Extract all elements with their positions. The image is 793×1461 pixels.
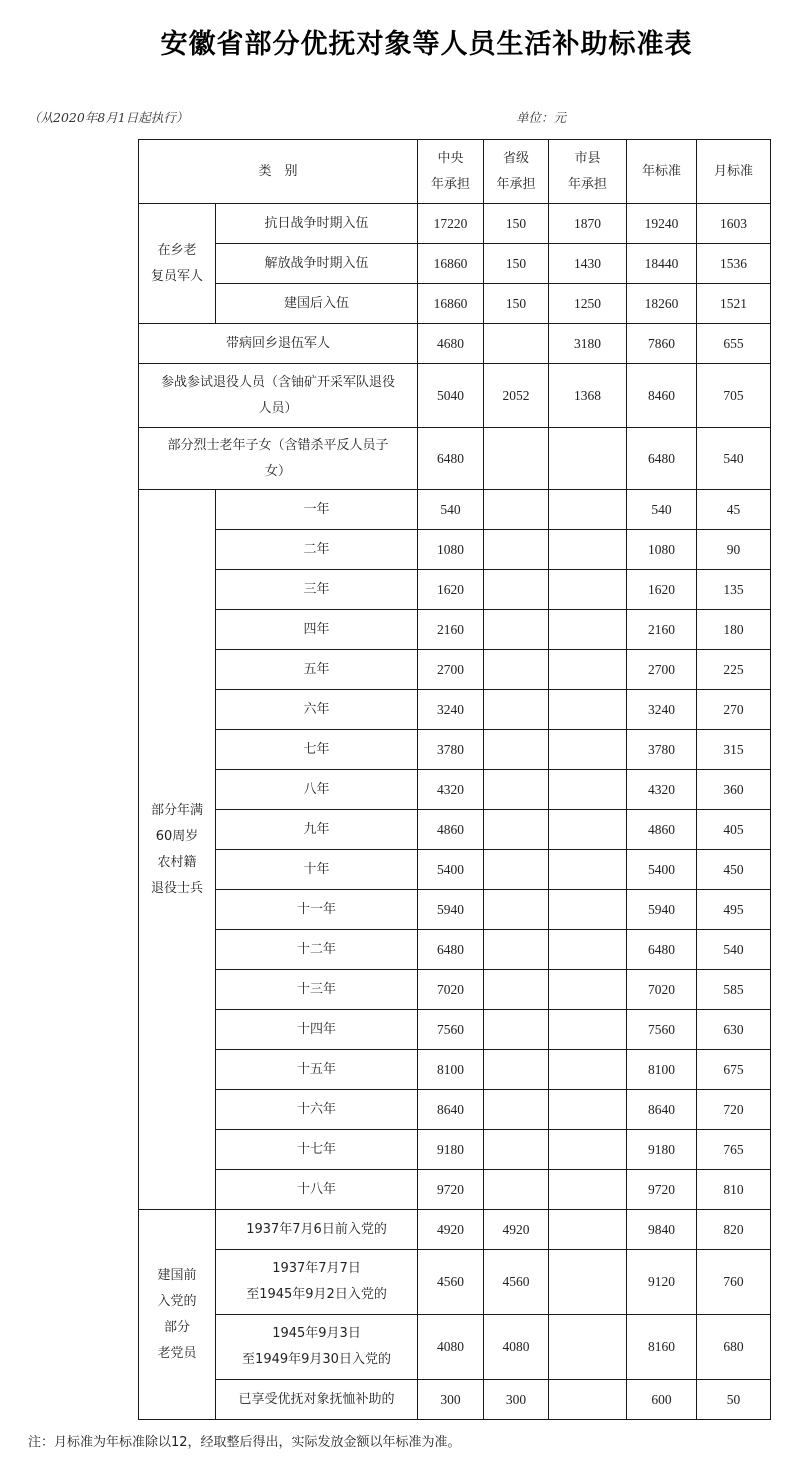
cell-city (549, 1250, 627, 1315)
cell-central: 16860 (418, 284, 484, 324)
cell-annual: 540 (627, 490, 697, 530)
table-row (139, 1090, 771, 1130)
header-central: 中央 年承担 (418, 140, 484, 204)
table-row (139, 850, 771, 890)
row-label: 十三年 (216, 970, 418, 1010)
cell-city (549, 970, 627, 1010)
cell-monthly: 655 (697, 324, 771, 364)
table-row (139, 244, 771, 284)
table-row (139, 1380, 771, 1420)
subsidy-table (138, 139, 771, 1420)
cell-central: 16860 (418, 244, 484, 284)
cell-city (549, 650, 627, 690)
cell-annual: 7020 (627, 970, 697, 1010)
table-row (139, 530, 771, 570)
cell-monthly: 675 (697, 1050, 771, 1090)
cell-province (484, 930, 549, 970)
cell-city (549, 610, 627, 650)
cell-annual: 9840 (627, 1210, 697, 1250)
cell-province (484, 570, 549, 610)
cell-province: 4080 (484, 1315, 549, 1380)
table-row (139, 570, 771, 610)
cell-monthly: 760 (697, 1250, 771, 1315)
cell-province (484, 890, 549, 930)
cell-province (484, 324, 549, 364)
cell-annual: 8640 (627, 1090, 697, 1130)
group-label-retired-soldiers: 部分年满 60周岁 农村籍 退役士兵 (139, 490, 216, 1210)
cell-monthly: 1536 (697, 244, 771, 284)
cell-city: 1250 (549, 284, 627, 324)
cell-annual: 7560 (627, 1010, 697, 1050)
row-label: 九年 (216, 810, 418, 850)
cell-annual: 6480 (627, 428, 697, 490)
cell-monthly: 720 (697, 1090, 771, 1130)
cell-annual: 4860 (627, 810, 697, 850)
cell-city (549, 1315, 627, 1380)
cell-province (484, 530, 549, 570)
table-row (139, 1010, 771, 1050)
cell-annual: 5400 (627, 850, 697, 890)
cell-province (484, 650, 549, 690)
table-row (139, 930, 771, 970)
cell-province: 150 (484, 204, 549, 244)
table-row (139, 1250, 771, 1315)
cell-central: 6480 (418, 428, 484, 490)
cell-annual: 18440 (627, 244, 697, 284)
cell-city (549, 1050, 627, 1090)
cell-province: 150 (484, 284, 549, 324)
cell-monthly: 585 (697, 970, 771, 1010)
cell-province (484, 610, 549, 650)
cell-annual: 8100 (627, 1050, 697, 1090)
row-label: 1937年7月7日 至1945年9月2日入党的 (216, 1250, 418, 1315)
cell-city (549, 1210, 627, 1250)
header-category: 类 别 (139, 140, 418, 204)
cell-city: 1870 (549, 204, 627, 244)
cell-monthly: 765 (697, 1130, 771, 1170)
cell-province: 4920 (484, 1210, 549, 1250)
cell-monthly: 180 (697, 610, 771, 650)
cell-monthly: 270 (697, 690, 771, 730)
cell-province (484, 1090, 549, 1130)
cell-monthly: 630 (697, 1010, 771, 1050)
cell-central: 9180 (418, 1130, 484, 1170)
cell-annual: 8460 (627, 364, 697, 428)
row-label: 十二年 (216, 930, 418, 970)
cell-monthly: 540 (697, 428, 771, 490)
cell-monthly: 50 (697, 1380, 771, 1420)
cell-central: 17220 (418, 204, 484, 244)
table-row (139, 1170, 771, 1210)
table-row (139, 610, 771, 650)
cell-city (549, 1130, 627, 1170)
cell-central: 2700 (418, 650, 484, 690)
cell-province (484, 490, 549, 530)
cell-monthly: 225 (697, 650, 771, 690)
cell-central: 3240 (418, 690, 484, 730)
cell-monthly: 405 (697, 810, 771, 850)
group-label-party-members: 建国前 入党的 部分 老党员 (139, 1210, 216, 1420)
header-province: 省级 年承担 (484, 140, 549, 204)
table-row (139, 690, 771, 730)
row-label: 带病回乡退伍军人 (139, 324, 418, 364)
table-row (139, 1130, 771, 1170)
cell-province (484, 428, 549, 490)
row-label: 十六年 (216, 1090, 418, 1130)
cell-annual: 18260 (627, 284, 697, 324)
cell-annual: 2700 (627, 650, 697, 690)
cell-annual: 7860 (627, 324, 697, 364)
cell-monthly: 135 (697, 570, 771, 610)
cell-city: 1368 (549, 364, 627, 428)
table-row (139, 650, 771, 690)
cell-province: 2052 (484, 364, 549, 428)
table-row (139, 810, 771, 850)
cell-central: 8640 (418, 1090, 484, 1130)
cell-monthly: 705 (697, 364, 771, 428)
cell-province: 4560 (484, 1250, 549, 1315)
row-label: 参战参试退役人员（含铀矿开采军队退役 人员） (139, 364, 418, 428)
cell-central: 4320 (418, 770, 484, 810)
cell-central: 4920 (418, 1210, 484, 1250)
table-row (139, 364, 771, 428)
table-row (139, 324, 771, 364)
cell-central: 4680 (418, 324, 484, 364)
row-label: 十四年 (216, 1010, 418, 1050)
cell-monthly: 45 (697, 490, 771, 530)
header-monthly: 月标准 (697, 140, 771, 204)
cell-monthly: 1603 (697, 204, 771, 244)
cell-annual: 8160 (627, 1315, 697, 1380)
row-label: 抗日战争时期入伍 (216, 204, 418, 244)
cell-province: 300 (484, 1380, 549, 1420)
cell-central: 5040 (418, 364, 484, 428)
cell-province (484, 1050, 549, 1090)
cell-city (549, 850, 627, 890)
cell-city (549, 890, 627, 930)
cell-city (549, 570, 627, 610)
cell-city (549, 530, 627, 570)
cell-annual: 600 (627, 1380, 697, 1420)
cell-city (549, 490, 627, 530)
cell-city: 3180 (549, 324, 627, 364)
header-annual: 年标准 (627, 140, 697, 204)
cell-central: 7560 (418, 1010, 484, 1050)
cell-province (484, 1130, 549, 1170)
cell-province (484, 770, 549, 810)
cell-central: 5400 (418, 850, 484, 890)
cell-central: 2160 (418, 610, 484, 650)
cell-monthly: 495 (697, 890, 771, 930)
row-label: 十七年 (216, 1130, 418, 1170)
cell-central: 300 (418, 1380, 484, 1420)
cell-city: 1430 (549, 244, 627, 284)
cell-annual: 2160 (627, 610, 697, 650)
cell-central: 6480 (418, 930, 484, 970)
cell-province (484, 730, 549, 770)
cell-annual: 4320 (627, 770, 697, 810)
cell-monthly: 810 (697, 1170, 771, 1210)
cell-monthly: 820 (697, 1210, 771, 1250)
row-label: 十一年 (216, 890, 418, 930)
cell-monthly: 540 (697, 930, 771, 970)
cell-city (549, 690, 627, 730)
row-label: 三年 (216, 570, 418, 610)
cell-annual: 19240 (627, 204, 697, 244)
row-label: 六年 (216, 690, 418, 730)
cell-central: 8100 (418, 1050, 484, 1090)
table-row (139, 204, 771, 244)
row-label: 二年 (216, 530, 418, 570)
cell-annual: 5940 (627, 890, 697, 930)
effective-date: （从2020年8月1日起执行） (28, 110, 189, 125)
table-row (139, 970, 771, 1010)
cell-province (484, 1170, 549, 1210)
table-row (139, 284, 771, 324)
cell-city (549, 1010, 627, 1050)
table-row (139, 1315, 771, 1380)
table-row (139, 890, 771, 930)
cell-city (549, 1090, 627, 1130)
cell-city (549, 428, 627, 490)
table-row (139, 730, 771, 770)
cell-province (484, 1010, 549, 1050)
cell-city (549, 810, 627, 850)
row-label: 建国后入伍 (216, 284, 418, 324)
row-label: 部分烈士老年子女（含错杀平反人员子 女） (139, 428, 418, 490)
cell-monthly: 680 (697, 1315, 771, 1380)
cell-central: 540 (418, 490, 484, 530)
cell-province (484, 690, 549, 730)
unit-label: 单位：元 (516, 110, 567, 125)
cell-city (549, 1170, 627, 1210)
cell-city (549, 1380, 627, 1420)
table-row (139, 428, 771, 490)
cell-central: 5940 (418, 890, 484, 930)
cell-central: 4860 (418, 810, 484, 850)
cell-central: 4080 (418, 1315, 484, 1380)
cell-monthly: 315 (697, 730, 771, 770)
header-city: 市县 年承担 (549, 140, 627, 204)
row-label: 八年 (216, 770, 418, 810)
row-label: 五年 (216, 650, 418, 690)
cell-annual: 9180 (627, 1130, 697, 1170)
row-label: 七年 (216, 730, 418, 770)
row-label: 十八年 (216, 1170, 418, 1210)
cell-city (549, 770, 627, 810)
cell-province (484, 850, 549, 890)
cell-city (549, 730, 627, 770)
header-row (139, 140, 771, 204)
row-label: 十五年 (216, 1050, 418, 1090)
row-label: 1945年9月3日 至1949年9月30日入党的 (216, 1315, 418, 1380)
cell-annual: 1080 (627, 530, 697, 570)
cell-province (484, 970, 549, 1010)
cell-central: 7020 (418, 970, 484, 1010)
row-label: 解放战争时期入伍 (216, 244, 418, 284)
cell-monthly: 1521 (697, 284, 771, 324)
cell-city (549, 930, 627, 970)
cell-central: 1080 (418, 530, 484, 570)
cell-annual: 6480 (627, 930, 697, 970)
cell-central: 9720 (418, 1170, 484, 1210)
table-row (139, 490, 771, 530)
table-row (139, 1050, 771, 1090)
cell-annual: 3780 (627, 730, 697, 770)
row-label: 十年 (216, 850, 418, 890)
cell-central: 4560 (418, 1250, 484, 1315)
page-title: 安徽省部分优抚对象等人员生活补助标准表 (160, 29, 693, 60)
row-label: 1937年7月6日前入党的 (216, 1210, 418, 1250)
cell-monthly: 450 (697, 850, 771, 890)
row-label: 一年 (216, 490, 418, 530)
cell-province: 150 (484, 244, 549, 284)
row-label: 四年 (216, 610, 418, 650)
row-label: 已享受优抚对象抚恤补助的 (216, 1380, 418, 1420)
cell-annual: 9720 (627, 1170, 697, 1210)
cell-annual: 3240 (627, 690, 697, 730)
cell-central: 3780 (418, 730, 484, 770)
cell-monthly: 360 (697, 770, 771, 810)
cell-annual: 9120 (627, 1250, 697, 1315)
cell-province (484, 810, 549, 850)
cell-annual: 1620 (627, 570, 697, 610)
cell-central: 1620 (418, 570, 484, 610)
cell-monthly: 90 (697, 530, 771, 570)
table-row (139, 770, 771, 810)
group-label-veterans: 在乡老 复员军人 (139, 204, 216, 324)
table-row (139, 1210, 771, 1250)
footnote: 注：月标准为年标准除以12，经取整后得出，实际发放金额以年标准为准。 (28, 1435, 461, 1450)
